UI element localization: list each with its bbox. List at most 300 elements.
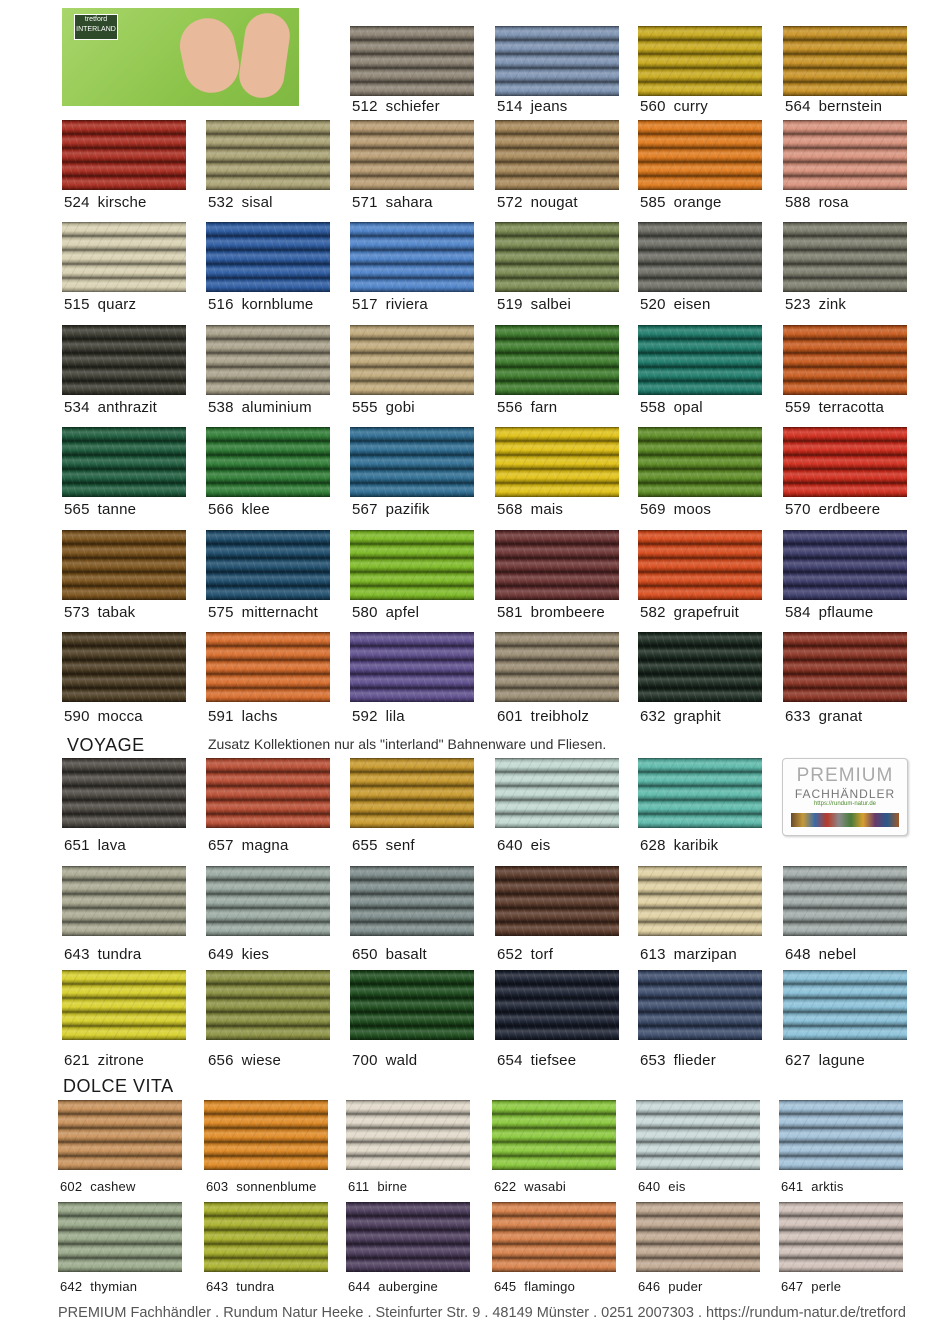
color-swatch-534: [62, 325, 186, 395]
swatch-name: mitternacht: [241, 604, 319, 621]
color-swatch-519: [495, 222, 619, 292]
felt-texture: [62, 325, 186, 395]
swatch-label: [497, 708, 589, 725]
swatch-label: [640, 604, 739, 621]
color-swatch-532: [206, 120, 330, 190]
color-swatch-558: [638, 325, 762, 395]
felt-texture: [495, 325, 619, 395]
swatch-label: [348, 1279, 438, 1294]
section-title-voyage: VOYAGE: [67, 735, 145, 755]
swatch-label: [60, 1279, 137, 1294]
color-swatch-646: [636, 1202, 760, 1272]
color-swatch-651: [62, 758, 186, 828]
swatch-name: granat: [818, 708, 863, 725]
color-swatch-648: [783, 866, 907, 936]
swatch-name: tabak: [97, 604, 136, 621]
swatch-name: wasabi: [524, 1179, 566, 1194]
felt-texture: [779, 1202, 903, 1272]
color-swatch-517: [350, 222, 474, 292]
felt-texture: [350, 325, 474, 395]
color-swatch-640: [495, 758, 619, 828]
color-swatch-632: [638, 632, 762, 702]
swatch-code: 570: [785, 501, 811, 518]
swatch-label: [640, 837, 718, 854]
swatch-code: 643: [64, 946, 90, 963]
swatch-code: 652: [497, 946, 523, 963]
swatch-name: sisal: [241, 194, 273, 211]
swatch-name: gobi: [385, 399, 415, 416]
swatch-label: [497, 501, 563, 518]
swatch-label: [497, 604, 605, 621]
felt-texture: [350, 866, 474, 936]
felt-texture: [638, 325, 762, 395]
color-swatch-642: [58, 1202, 182, 1272]
swatch-name: zitrone: [97, 1052, 145, 1069]
swatch-name: orange: [673, 194, 722, 211]
swatch-label: [640, 501, 711, 518]
swatch-name: eis: [668, 1179, 686, 1194]
swatch-name: riviera: [385, 296, 428, 313]
swatch-label: [348, 1179, 407, 1194]
felt-texture: [206, 222, 330, 292]
color-swatch-643: [62, 866, 186, 936]
felt-texture: [350, 222, 474, 292]
felt-texture: [638, 530, 762, 600]
swatch-name: lachs: [241, 708, 278, 725]
felt-texture: [638, 120, 762, 190]
swatch-name: sahara: [385, 194, 433, 211]
swatch-code: 565: [64, 501, 90, 518]
felt-texture: [636, 1100, 760, 1170]
swatch-code: 523: [785, 296, 811, 313]
swatch-label: [785, 1052, 865, 1069]
color-swatch-564: [783, 26, 907, 96]
swatch-code: 575: [208, 604, 234, 621]
swatch-name: lava: [97, 837, 126, 854]
swatch-name: puder: [668, 1279, 703, 1294]
color-swatch-657: [206, 758, 330, 828]
swatch-name: magna: [241, 837, 289, 854]
swatch-code: 650: [352, 946, 378, 963]
foot-left: [175, 13, 244, 98]
swatch-code: 602: [60, 1179, 83, 1194]
felt-texture: [206, 530, 330, 600]
felt-texture: [495, 758, 619, 828]
color-swatch-571: [350, 120, 474, 190]
swatch-name: arktis: [811, 1179, 844, 1194]
color-swatch-585: [638, 120, 762, 190]
swatch-label: [352, 296, 428, 313]
color-swatch-559: [783, 325, 907, 395]
swatch-code: 653: [640, 1052, 666, 1069]
swatch-code: 655: [352, 837, 378, 854]
swatch-name: tundra: [236, 1279, 275, 1294]
felt-texture: [638, 427, 762, 497]
felt-texture: [206, 325, 330, 395]
swatch-code: 517: [352, 296, 378, 313]
swatch-code: 656: [208, 1052, 234, 1069]
swatch-label: [494, 1179, 566, 1194]
color-swatch-512: [350, 26, 474, 96]
swatch-code: 643: [206, 1279, 229, 1294]
felt-texture: [638, 970, 762, 1040]
color-swatch-653: [638, 970, 762, 1040]
swatch-label: [206, 1279, 274, 1294]
felt-texture: [204, 1202, 328, 1272]
swatch-code: 601: [497, 708, 523, 725]
color-swatch-591: [206, 632, 330, 702]
swatch-name: wiese: [241, 1052, 281, 1069]
swatch-code: 573: [64, 604, 90, 621]
swatch-name: karibik: [673, 837, 719, 854]
swatch-label: [497, 98, 568, 115]
swatch-name: thymian: [90, 1279, 138, 1294]
swatch-code: 559: [785, 399, 811, 416]
swatch-label: [785, 708, 862, 725]
color-swatch-573: [62, 530, 186, 600]
swatch-name: quarz: [97, 296, 137, 313]
color-swatch-584: [783, 530, 907, 600]
felt-texture: [206, 866, 330, 936]
swatch-name: perle: [811, 1279, 842, 1294]
felt-texture: [495, 632, 619, 702]
swatch-label: [638, 1179, 686, 1194]
swatch-name: nebel: [818, 946, 857, 963]
swatch-code: 560: [640, 98, 666, 115]
swatch-code: 642: [60, 1279, 83, 1294]
color-swatch-603: [204, 1100, 328, 1170]
swatch-label: [64, 194, 147, 211]
swatch-name: brombeere: [530, 604, 605, 621]
color-swatch-645: [492, 1202, 616, 1272]
swatch-name: curry: [673, 98, 708, 115]
swatch-label: [64, 708, 143, 725]
swatch-code: 628: [640, 837, 666, 854]
color-swatch-515: [62, 222, 186, 292]
felt-texture: [638, 632, 762, 702]
color-swatch-640: [636, 1100, 760, 1170]
color-swatch-700: [350, 970, 474, 1040]
swatch-label: [785, 399, 884, 416]
color-swatch-652: [495, 866, 619, 936]
swatch-label: [497, 296, 571, 313]
swatch-label: [352, 98, 440, 115]
swatch-label: [781, 1279, 841, 1294]
color-swatch-538: [206, 325, 330, 395]
swatch-code: 520: [640, 296, 666, 313]
swatch-name: pflaume: [818, 604, 874, 621]
swatch-name: grapefruit: [673, 604, 740, 621]
swatch-name: moos: [673, 501, 712, 518]
swatch-code: 603: [206, 1179, 229, 1194]
swatch-name: sonnenblume: [236, 1179, 317, 1194]
swatch-code: 532: [208, 194, 234, 211]
swatch-label: [640, 1052, 716, 1069]
felt-texture: [62, 866, 186, 936]
felt-texture: [783, 866, 907, 936]
color-swatch-613: [638, 866, 762, 936]
swatch-label: [785, 98, 882, 115]
swatch-name: zink: [818, 296, 847, 313]
felt-texture: [492, 1100, 616, 1170]
felt-texture: [62, 120, 186, 190]
swatch-label: [497, 837, 550, 854]
color-swatch-611: [346, 1100, 470, 1170]
felt-texture: [783, 26, 907, 96]
swatch-name: kirsche: [97, 194, 147, 211]
swatch-code: 649: [208, 946, 234, 963]
swatch-code: 591: [208, 708, 234, 725]
color-swatch-592: [350, 632, 474, 702]
swatch-label: [494, 1279, 575, 1294]
color-swatch-569: [638, 427, 762, 497]
swatch-name: kornblume: [241, 296, 314, 313]
swatch-code: 538: [208, 399, 234, 416]
felt-texture: [350, 120, 474, 190]
swatch-label: [352, 604, 419, 621]
swatch-name: aubergine: [378, 1279, 438, 1294]
swatch-code: 556: [497, 399, 523, 416]
swatch-name: erdbeere: [818, 501, 881, 518]
swatch-label: [352, 501, 430, 518]
swatch-name: mocca: [97, 708, 143, 725]
swatch-name: rosa: [818, 194, 849, 211]
section-title-dolce-vita: DOLCE VITA: [63, 1076, 174, 1096]
color-swatch-582: [638, 530, 762, 600]
swatch-name: eisen: [673, 296, 711, 313]
swatch-label: [640, 399, 703, 416]
color-swatch-654: [495, 970, 619, 1040]
color-swatch-516: [206, 222, 330, 292]
color-strip: [791, 813, 899, 827]
swatch-code: 582: [640, 604, 666, 621]
swatch-label: [206, 1179, 317, 1194]
felt-texture: [638, 758, 762, 828]
swatch-code: 555: [352, 399, 378, 416]
swatch-code: 519: [497, 296, 523, 313]
color-swatch-644: [346, 1202, 470, 1272]
swatch-label: [497, 946, 553, 963]
color-swatch-520: [638, 222, 762, 292]
swatch-code: 632: [640, 708, 666, 725]
swatch-label: [785, 946, 856, 963]
swatch-label: [64, 1052, 144, 1069]
swatch-label: [640, 194, 722, 211]
color-swatch-622: [492, 1100, 616, 1170]
swatch-code: 564: [785, 98, 811, 115]
swatch-label: [208, 501, 270, 518]
swatch-code: 621: [64, 1052, 90, 1069]
swatch-label: [352, 837, 415, 854]
felt-texture: [495, 120, 619, 190]
felt-texture: [206, 427, 330, 497]
swatch-code: 641: [781, 1179, 804, 1194]
swatch-label: [64, 501, 136, 518]
felt-texture: [62, 530, 186, 600]
swatch-name: nougat: [530, 194, 578, 211]
swatch-name: anthrazit: [97, 399, 157, 416]
felt-texture: [346, 1202, 470, 1272]
color-swatch-580: [350, 530, 474, 600]
swatch-label: [785, 604, 873, 621]
felt-texture: [783, 632, 907, 702]
swatch-code: 622: [494, 1179, 517, 1194]
color-swatch-568: [495, 427, 619, 497]
felt-texture: [783, 325, 907, 395]
swatch-name: treibholz: [530, 708, 590, 725]
felt-texture: [206, 120, 330, 190]
color-swatch-601: [495, 632, 619, 702]
collection-note: Zusatz Kollektionen nur als "interland" Bahnenware und Fliesen.: [208, 736, 607, 752]
felt-texture: [495, 970, 619, 1040]
swatch-code: 534: [64, 399, 90, 416]
color-swatch-650: [350, 866, 474, 936]
felt-texture: [638, 866, 762, 936]
swatch-label: [60, 1179, 136, 1194]
swatch-code: 581: [497, 604, 523, 621]
felt-texture: [783, 222, 907, 292]
swatch-name: schiefer: [385, 98, 440, 115]
felt-texture: [204, 1100, 328, 1170]
swatch-name: terracotta: [818, 399, 885, 416]
felt-texture: [783, 427, 907, 497]
color-swatch-560: [638, 26, 762, 96]
swatch-code: 515: [64, 296, 90, 313]
swatch-code: 613: [640, 946, 666, 963]
swatch-code: 566: [208, 501, 234, 518]
color-swatch-575: [206, 530, 330, 600]
felt-texture: [58, 1202, 182, 1272]
swatch-name: apfel: [385, 604, 420, 621]
swatch-label: [64, 604, 135, 621]
color-swatch-514: [495, 26, 619, 96]
color-swatch-641: [779, 1100, 903, 1170]
swatch-label: [208, 946, 269, 963]
swatch-code: 645: [494, 1279, 517, 1294]
color-swatch-588: [783, 120, 907, 190]
swatch-code: 584: [785, 604, 811, 621]
swatch-name: basalt: [385, 946, 427, 963]
felt-texture: [495, 866, 619, 936]
felt-texture: [62, 632, 186, 702]
color-swatch-602: [58, 1100, 182, 1170]
felt-texture: [58, 1100, 182, 1170]
swatch-label: [64, 837, 126, 854]
swatch-label: [352, 946, 427, 963]
swatch-label: [497, 399, 557, 416]
felt-texture: [638, 222, 762, 292]
color-swatch-581: [495, 530, 619, 600]
swatch-name: tanne: [97, 501, 137, 518]
color-swatch-567: [350, 427, 474, 497]
swatch-name: flamingo: [524, 1279, 576, 1294]
swatch-label: [208, 194, 273, 211]
swatch-name: salbei: [530, 296, 572, 313]
color-swatch-523: [783, 222, 907, 292]
swatch-label: [64, 296, 136, 313]
swatch-code: 514: [497, 98, 523, 115]
swatch-name: marzipan: [673, 946, 737, 963]
swatch-name: cashew: [90, 1179, 136, 1194]
color-swatch-565: [62, 427, 186, 497]
swatch-label: [640, 946, 737, 963]
color-swatch-647: [779, 1202, 903, 1272]
felt-texture: [350, 427, 474, 497]
swatch-name: wald: [385, 1052, 418, 1069]
swatch-label: [640, 98, 708, 115]
swatch-label: [785, 501, 880, 518]
felt-texture: [783, 120, 907, 190]
swatch-label: [64, 946, 141, 963]
swatch-code: 524: [64, 194, 90, 211]
swatch-label: [208, 708, 278, 725]
swatch-code: 567: [352, 501, 378, 518]
swatch-label: [640, 708, 721, 725]
swatch-label: [352, 1052, 417, 1069]
swatch-code: 569: [640, 501, 666, 518]
swatch-code: 644: [348, 1279, 371, 1294]
swatch-code: 647: [781, 1279, 804, 1294]
swatch-label: [208, 837, 289, 854]
swatch-name: bernstein: [818, 98, 883, 115]
swatch-label: [208, 296, 313, 313]
swatch-label: [208, 399, 312, 416]
felt-texture: [495, 222, 619, 292]
swatch-name: birne: [377, 1179, 408, 1194]
swatch-label: [781, 1179, 844, 1194]
swatch-label: [208, 1052, 281, 1069]
color-swatch-628: [638, 758, 762, 828]
color-swatch-621: [62, 970, 186, 1040]
swatch-code: 700: [352, 1052, 378, 1069]
swatch-code: 588: [785, 194, 811, 211]
swatch-name: kies: [241, 946, 270, 963]
swatch-label: [640, 296, 711, 313]
swatch-code: 633: [785, 708, 811, 725]
swatch-name: graphit: [673, 708, 721, 725]
color-swatch-572: [495, 120, 619, 190]
color-swatch-590: [62, 632, 186, 702]
color-swatch-555: [350, 325, 474, 395]
swatch-code: 654: [497, 1052, 523, 1069]
swatch-name: lila: [385, 708, 405, 725]
felt-texture: [350, 632, 474, 702]
swatch-name: jeans: [530, 98, 568, 115]
swatch-name: aluminium: [241, 399, 312, 416]
swatch-code: 640: [638, 1179, 661, 1194]
swatch-label: [64, 399, 157, 416]
color-swatch-643: [204, 1202, 328, 1272]
swatch-label: [497, 194, 578, 211]
swatch-name: pazifik: [385, 501, 430, 518]
swatch-code: 648: [785, 946, 811, 963]
felt-texture: [492, 1202, 616, 1272]
felt-texture: [495, 26, 619, 96]
swatch-name: eis: [530, 837, 551, 854]
hero-photo: [62, 8, 299, 106]
swatch-name: lagune: [818, 1052, 865, 1069]
felt-texture: [779, 1100, 903, 1170]
swatch-code: 590: [64, 708, 90, 725]
color-swatch-656: [206, 970, 330, 1040]
color-swatch-524: [62, 120, 186, 190]
felt-texture: [346, 1100, 470, 1170]
felt-texture: [62, 222, 186, 292]
swatch-code: 651: [64, 837, 90, 854]
swatch-name: tundra: [97, 946, 142, 963]
footer-address: PREMIUM Fachhändler . Rundum Natur Heeke . Steinfurter Str. 9 . 48149 Münster . 0251 2007303 . https://rundum-natur.de/tretford: [58, 1305, 906, 1321]
swatch-name: opal: [673, 399, 703, 416]
